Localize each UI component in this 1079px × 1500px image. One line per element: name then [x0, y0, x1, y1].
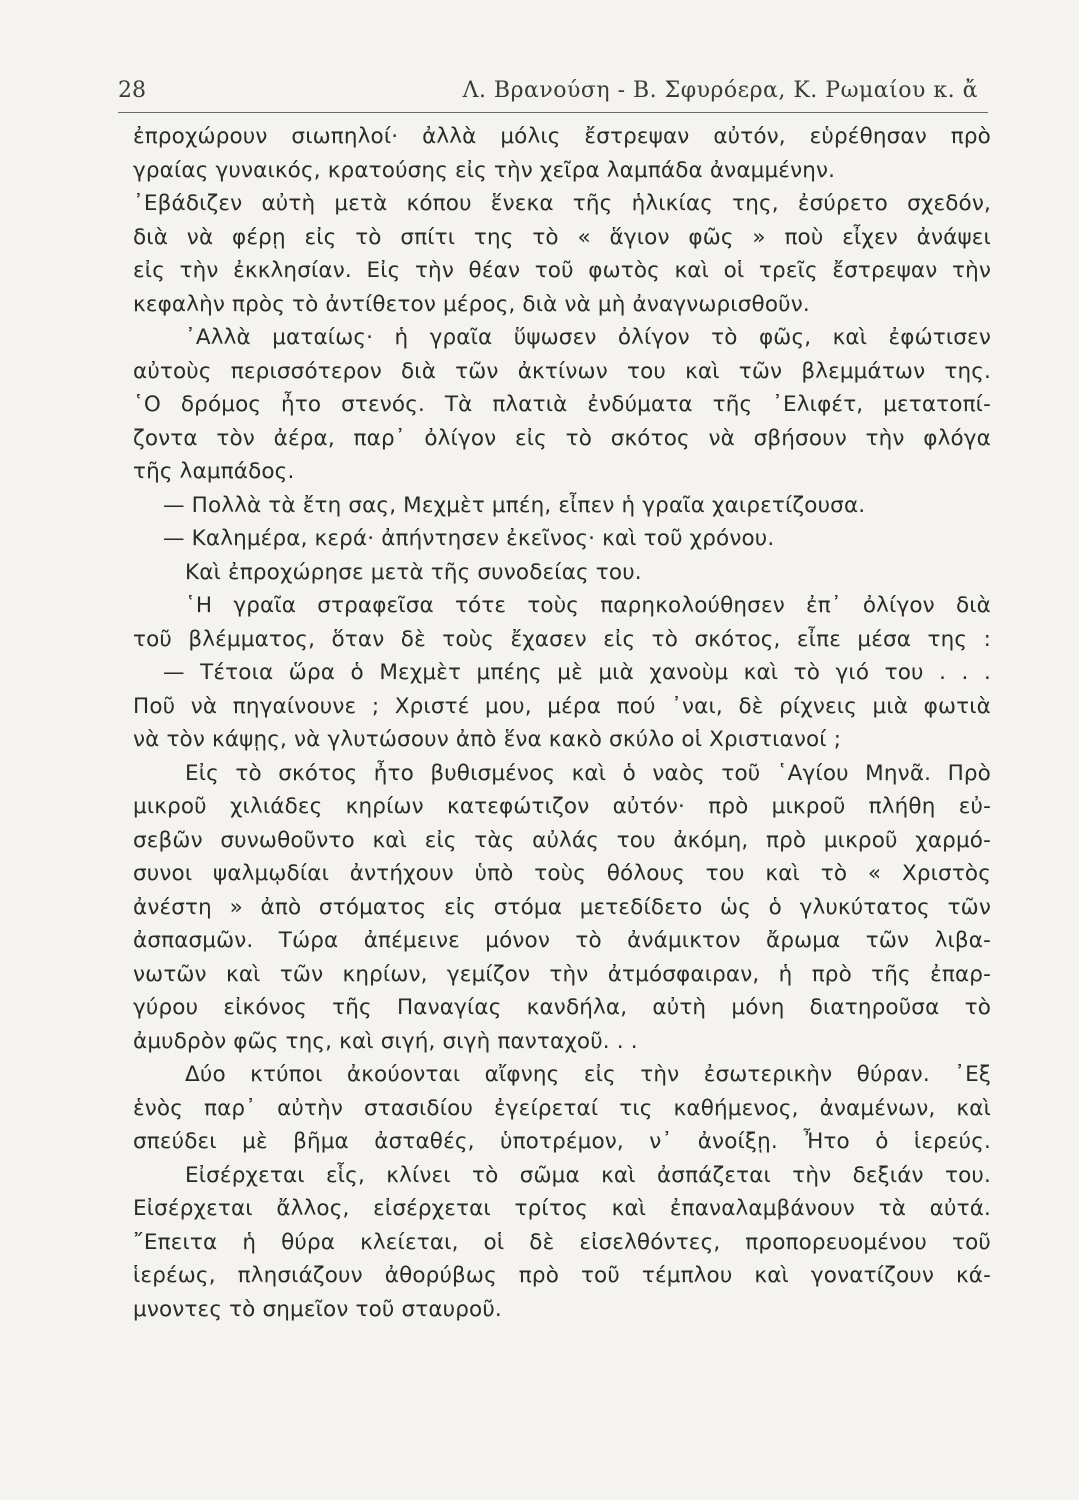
text-line: ἀμυδρὸν φῶς της, καὶ σιγή, σιγὴ πανταχοῦ. . . — [133, 1028, 638, 1054]
text-line: νωτῶν καὶ τῶν κηρίων, γεμίζον τὴν ἀτμόσφαιραν, ἡ πρὸ τῆς ἐπαρ- — [133, 961, 991, 987]
text-line: τοῦ βλέμματος, ὅταν δὲ τοὺς ἔχασεν εἰς τὸ σκότος, εἶπε μέσα της : — [133, 626, 991, 652]
text-line: κεφαλὴν πρὸς τὸ ἀντίθετον μέρος, διὰ νὰ μὴ ἀναγνωρισθοῦν. — [133, 291, 810, 317]
running-head: Λ. Βρανούση - Β. Σφυρόερα, Κ. Ρωμαίου κ. ἄ — [462, 78, 978, 103]
text-line: τῆς λαμπάδος. — [133, 459, 295, 484]
text-line: σπεύδει μὲ βῆμα ἀσταθές, ὑποτρέμον, ν᾿ ἀνοίξῃ. Ἦτο ὁ ἱερεύς. — [133, 1129, 991, 1154]
text-line: Εἰς τὸ σκότος ἦτο βυθισμένος καὶ ὁ ναὸς τοῦ ῾Αγίου Μηνᾶ. Πρὸ — [185, 760, 991, 786]
text-line: σεβῶν συνωθοῦντο καὶ εἰς τὰς αὐλάς του ἀκόμη, πρὸ μικροῦ χαρμό- — [133, 827, 991, 853]
text-line: ἀσπασμῶν. Τώρα ἀπέμεινε μόνον τὸ ἀνάμικτον ἄρωμα τῶν λιβα- — [133, 928, 991, 953]
text-line: Καὶ ἐπροχώρησε μετὰ τῆς συνοδείας του. — [185, 559, 642, 585]
text-line: ῾Η γραῖα στραφεῖσα τότε τοὺς παρηκολούθησεν ἐπ᾿ ὀλίγον διὰ — [185, 593, 991, 618]
text-line: γύρου εἰκόνος τῆς Παναγίας κανδήλα, αὐτὴ μόνη διατηροῦσα τὸ — [133, 995, 991, 1020]
text-line: μικροῦ χιλιάδες κηρίων κατεφώτιζον αὐτόν· πρὸ μικροῦ πλήθη εὐ- — [133, 794, 991, 819]
text-line: ἐπροχώρουν σιωπηλοί· ἀλλὰ μόλις ἔστρεψαν αὐτόν, εὑρέθησαν πρὸ — [133, 124, 991, 149]
text-line: — Καλημέρα, κερά· ἀπήντησεν ἐκεῖνος· καὶ τοῦ χρόνου. — [163, 526, 775, 551]
text-line: Ποῦ νὰ πηγαίνουνε ; Χριστέ μου, μέρα πού ᾿ναι, δὲ ρίχνεις μιὰ φωτιὰ — [133, 693, 991, 719]
text-line: γραίας γυναικός, κρατούσης εἰς τὴν χεῖρα λαμπάδα ἀναμμένην. — [133, 157, 836, 183]
text-line: ζοντα τὸν ἀέρα, παρ᾿ ὀλίγον εἰς τὸ σκότος νὰ σβήσουν τὴν φλόγα — [133, 425, 991, 451]
text-line: ῎Επειτα ἡ θύρα κλείεται, οἱ δὲ εἰσελθόντες, προπορευομένου τοῦ — [133, 1229, 991, 1255]
text-line: μνοντες τὸ σημεῖον τοῦ σταυροῦ. — [133, 1296, 502, 1322]
page-header — [118, 72, 988, 113]
text-line: συνοι ψαλμῳδίαι ἀντήχουν ὑπὸ τοὺς θόλους του καὶ τὸ « Χριστὸς — [133, 861, 991, 886]
text-line: ᾿Εβάδιζεν αὐτὴ μετὰ κόπου ἕνεκα τῆς ἡλικίας της, ἐσύρετο σχεδόν, — [133, 191, 991, 216]
text-line: νὰ τὸν κάψῃς, νὰ γλυτώσουν ἀπὸ ἕνα κακὸ σκύλο οἱ Χριστιανοί ; — [133, 727, 842, 752]
text-line: Εἰσέρχεται ἄλλος, εἰσέρχεται τρίτος καὶ ἐπαναλαμβάνουν τὰ αὐτά. — [133, 1196, 991, 1221]
text-line: ῾Ο δρόμος ἦτο στενός. Τὰ πλατιὰ ἐνδύματα τῆς ᾿Ελιφέτ, μετατοπί- — [133, 392, 991, 417]
text-line: αὐτοὺς περισσότερον διὰ τῶν ἀκτίνων του καὶ τῶν βλεμμάτων της. — [133, 358, 991, 384]
text-line: εἰς τὴν ἐκκλησίαν. Εἰς τὴν θέαν τοῦ φωτὸς καὶ οἱ τρεῖς ἔστρεψαν τὴν — [133, 258, 991, 283]
text-line: ἑνὸς παρ᾿ αὐτὴν στασιδίου ἐγείρεταί τις καθήμενος, ἀναμένων, καὶ — [133, 1095, 991, 1121]
body-text — [133, 120, 991, 1326]
text-line: ἀνέστη » ἀπὸ στόματος εἰς στόμα μετεδίδετο ὡς ὁ γλυκύτατος τῶν — [133, 894, 991, 920]
text-line: Δύο κτύποι ἀκούονται αἴφνης εἰς τὴν ἐσωτερικὴν θύραν. ᾿Εξ — [185, 1062, 991, 1087]
text-line: — Πολλὰ τὰ ἔτη σας, Μεχμὲτ μπέη, εἶπεν ἡ γραῖα χαιρετίζουσα. — [163, 492, 866, 518]
text-line: ἱερέως, πλησιάζουν ἀθορύβως πρὸ τοῦ τέμπλου καὶ γονατίζουν κά- — [133, 1263, 991, 1288]
text-line: Εἰσέρχεται εἷς, κλίνει τὸ σῶμα καὶ ἀσπάζεται τὴν δεξιάν του. — [185, 1162, 991, 1188]
text-line: — Τέτοια ὥρα ὁ Μεχμὲτ μπέης μὲ μιὰ χανοὺμ καὶ τὸ γιό του . . . — [163, 660, 991, 685]
page-number: 28 — [118, 78, 146, 103]
text-line: διὰ νὰ φέρῃ εἰς τὸ σπίτι της τὸ « ἅγιον φῶς » ποὺ εἶχεν ἀνάψει — [133, 224, 991, 250]
text-line: ᾿Αλλὰ ματαίως· ἡ γραῖα ὕψωσεν ὀλίγον τὸ φῶς, καὶ ἐφώτισεν — [185, 325, 991, 350]
